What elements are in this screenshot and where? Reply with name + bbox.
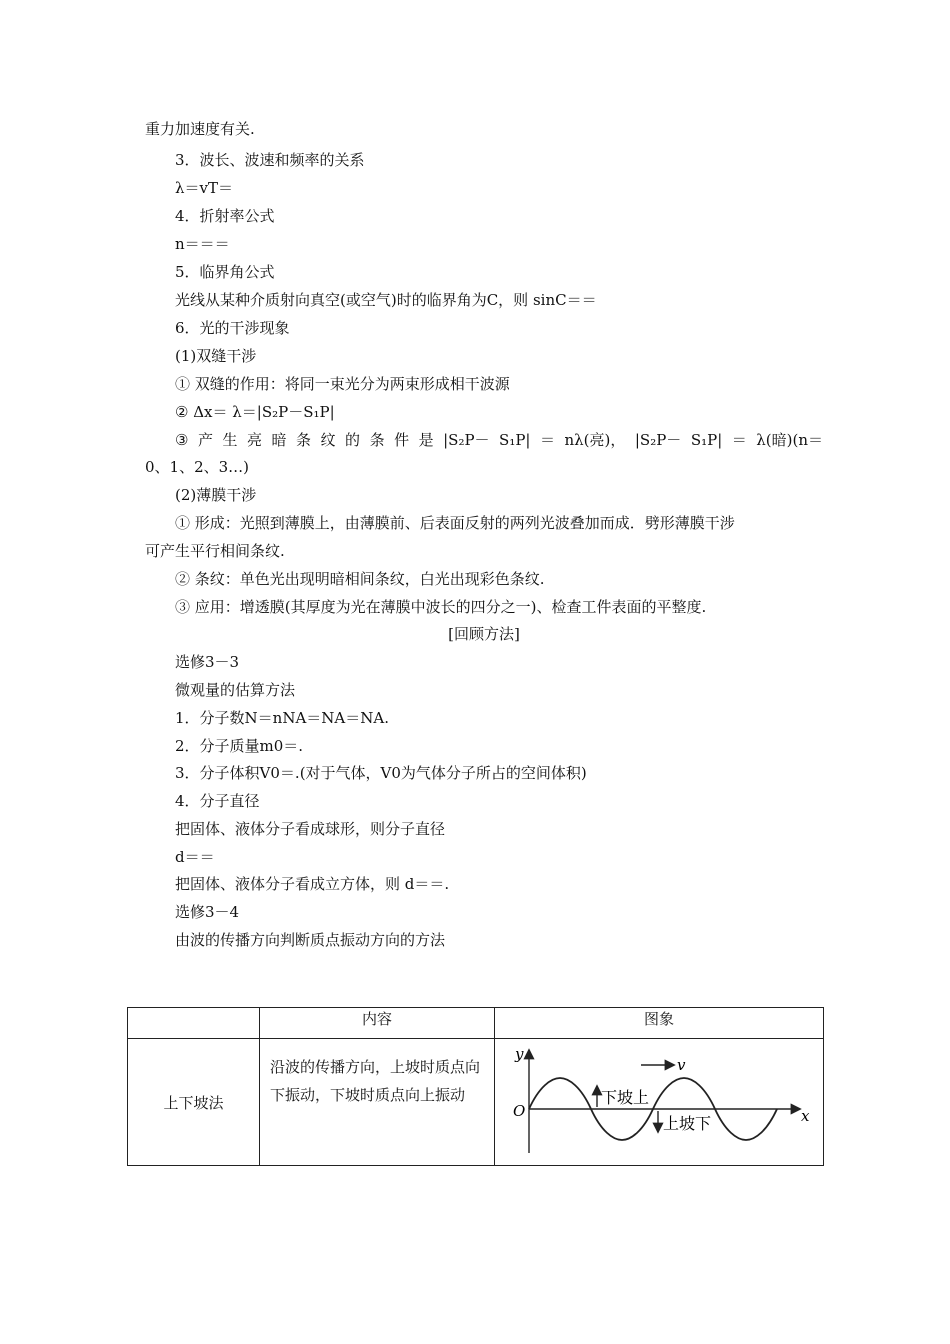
header-cell-content: 内容 — [260, 1008, 495, 1039]
header-cell-figure: 图象 — [495, 1008, 824, 1039]
section-heading: 选修3－3 — [175, 653, 240, 671]
section-heading: 3．波长、波速和频率的关系 — [175, 151, 365, 169]
y-axis-label: y — [515, 1045, 524, 1063]
method-table — [127, 1007, 824, 1166]
header-cell-empty — [128, 1008, 260, 1039]
word: 的 — [345, 431, 361, 449]
text-line: ③ 应用：增透膜(其厚度为光在薄膜中波长的四分之一)、检查工件表面的平整度. — [175, 598, 707, 616]
method-name-cell: 上下坡法 — [128, 1039, 260, 1166]
justified-condition-line — [175, 430, 823, 450]
formula-line: 1．分子数N＝nNA＝NA＝NA. — [175, 709, 389, 727]
word: |S₂P－ — [634, 431, 682, 449]
subsection-heading: 微观量的估算方法 — [175, 681, 296, 699]
downhill-label: 下坡上 — [601, 1088, 650, 1107]
subsection-heading: (2)薄膜干涉 — [175, 486, 257, 504]
text-line: ① 双缝的作用：将同一束光分为两束形成相干波源 — [175, 375, 510, 393]
method-content-cell: 沿波的传播方向，上坡时质点向下振动，下坡时质点向上振动 — [260, 1039, 495, 1166]
text-line: 可产生平行相间条纹. — [145, 542, 285, 560]
text-line: 光线从某种介质射向真空(或空气)时的临界角为C，则 sinC＝＝ — [175, 291, 597, 309]
word: 暗 — [271, 431, 287, 449]
word: 件 — [394, 431, 410, 449]
word: S₁P| — [690, 431, 723, 449]
table-row — [128, 1039, 824, 1166]
section-heading: 4．折射率公式 — [175, 207, 275, 225]
method-figure-cell — [495, 1039, 824, 1166]
formula-line: n＝＝＝ — [175, 235, 230, 253]
velocity-label: v — [677, 1056, 686, 1074]
word: 是 — [418, 431, 434, 449]
formula-line: 3．分子体积V0＝.(对于气体，V0为气体分子所占的空间体积) — [175, 764, 587, 782]
formula-line: 2．分子质量m0＝. — [175, 737, 304, 755]
section-heading: 选修3－4 — [175, 903, 240, 921]
section-heading: 4．分子直径 — [175, 792, 260, 810]
uphill-label: 上坡下 — [663, 1114, 712, 1133]
text-line: ① 形成：光照到薄膜上，由薄膜前、后表面反射的两列光波叠加而成．劈形薄膜干涉 — [175, 514, 735, 532]
word: 亮 — [246, 431, 262, 449]
word: ③ — [175, 431, 189, 449]
text-line: 把固体、液体分子看成球形，则分子直径 — [175, 820, 446, 838]
word: λ(暗)(n＝ — [756, 431, 823, 449]
word: nλ(亮)， — [564, 431, 626, 449]
subsection-heading: (1)双缝干涉 — [175, 347, 257, 365]
formula-line: ② Δx＝ λ＝|S₂P－S₁P| — [175, 403, 335, 421]
section-heading: 5．临界角公式 — [175, 263, 275, 281]
wave-figure — [501, 1043, 817, 1161]
word: 产 — [197, 431, 213, 449]
text-line: 重力加速度有关. — [145, 120, 255, 138]
word: 纹 — [320, 431, 336, 449]
text-line: ② 条纹：单色光出现明暗相间条纹，白光出现彩色条纹. — [175, 570, 545, 588]
formula-line: d＝＝ — [175, 848, 215, 866]
word: ＝ — [539, 431, 555, 449]
text-line: 0、1、2、3…) — [145, 458, 250, 476]
section-title: [回顾方法] — [448, 625, 520, 643]
formula-line: λ＝vT＝ — [175, 179, 233, 197]
x-axis-label: x — [801, 1107, 810, 1125]
origin-label: O — [513, 1102, 526, 1120]
word: 条 — [296, 431, 312, 449]
text-line: 把固体、液体分子看成立方体，则 d＝＝. — [175, 875, 450, 893]
text-line: 由波的传播方向判断质点振动方向的方法 — [175, 931, 446, 949]
word: 条 — [369, 431, 385, 449]
word: S₁P| — [499, 431, 531, 449]
word: ＝ — [731, 431, 747, 449]
table-header-row — [128, 1008, 824, 1039]
word: 生 — [222, 431, 238, 449]
word: |S₂P－ — [443, 431, 490, 449]
section-heading: 6．光的干涉现象 — [175, 319, 290, 337]
